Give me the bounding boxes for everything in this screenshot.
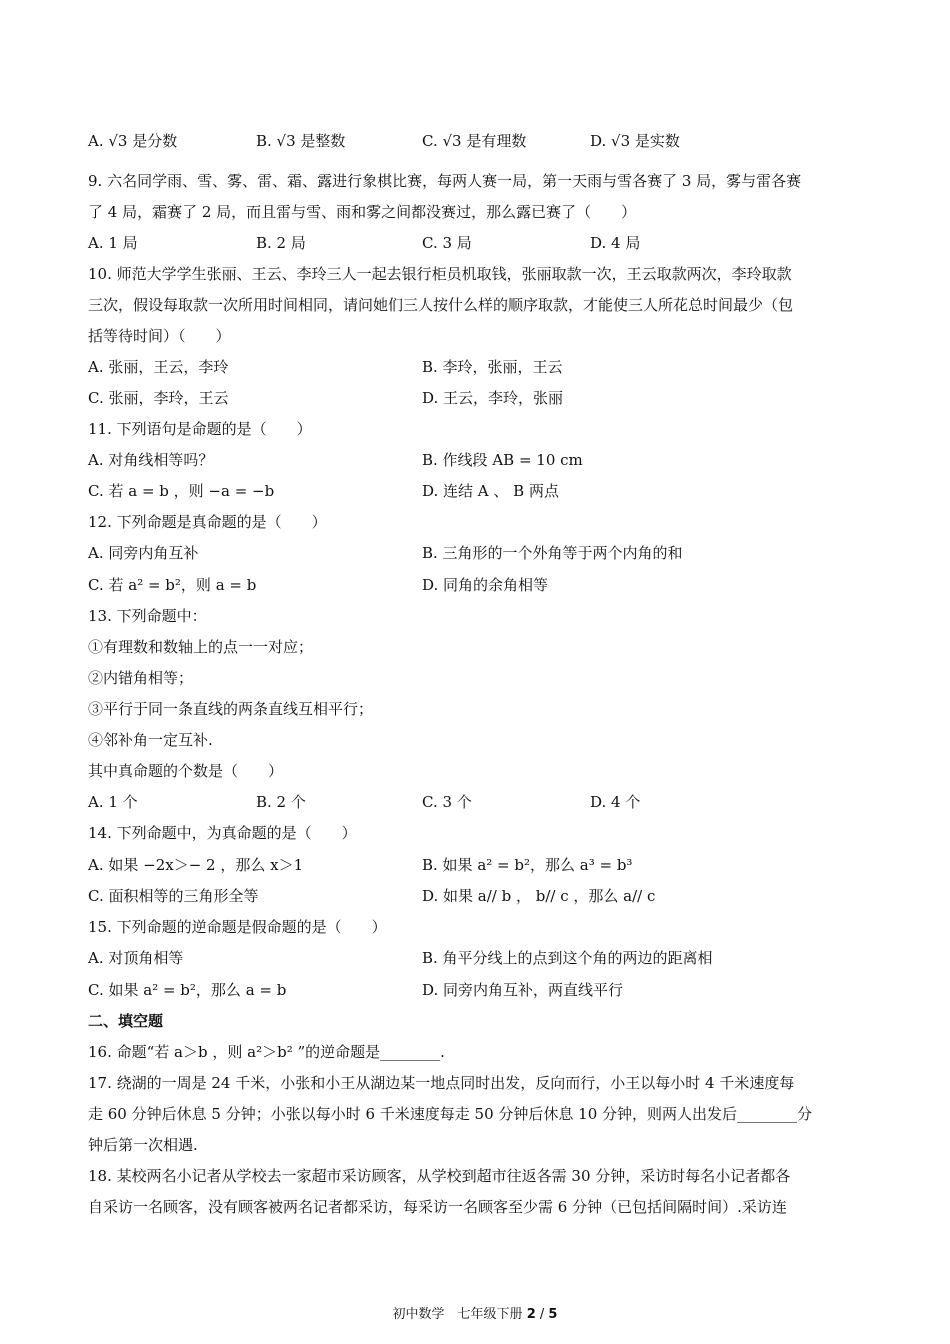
q12-option-b: B. 三角形的一个外角等于两个内角的和	[422, 544, 683, 562]
q13-option-d: D. 4 个	[590, 793, 641, 811]
q11-option-c: C. 若 a = b ，则 −a = −b	[88, 482, 275, 500]
q18-stem-line-1: 18. 某校两名小记者从学校去一家超市采访顾客，从学校到超市往返各需 30 分钟，采访时每名小记者都各	[88, 1167, 791, 1185]
q13-option-a: A. 1 个	[88, 793, 138, 811]
q10-option-a: A. 张丽，王云，李玲	[88, 358, 229, 376]
footer-separator: /	[539, 1307, 545, 1322]
q13-statement-3: ③平行于同一条直线的两条直线互相平行；	[88, 700, 374, 718]
q8-option-c: C. √3 是有理数	[422, 132, 527, 150]
q13-statement-4: ④邻补角一定互补.	[88, 731, 213, 749]
q15-stem: 15. 下列命题的逆命题是假命题的是（ ）	[88, 918, 387, 936]
q10-stem-line-1: 10. 师范大学学生张丽、王云、李玲三人一起去银行柜员机取钱，张丽取款一次，王云取款两次，李玲取款	[88, 265, 792, 283]
q10-stem-line-3: 括等待时间）（ ）	[88, 327, 231, 345]
footer-page-total: 5	[548, 1307, 558, 1322]
footer-page-current: 2	[526, 1307, 536, 1322]
q12-option-c: C. 若 a² = b²，则 a = b	[88, 576, 257, 594]
q11-option-a: A. 对角线相等吗？	[88, 451, 214, 469]
q8-option-b: B. √3 是整数	[256, 132, 346, 150]
section-heading-fill-in: 二、填空题	[88, 1012, 164, 1030]
page-footer	[0, 1303, 950, 1322]
q9-option-d: D. 4 局	[590, 234, 641, 252]
q13-statement-1: ①有理数和数轴上的点一一对应；	[88, 638, 314, 656]
q13-stem: 13. 下列命题中：	[88, 607, 207, 625]
q12-option-d: D. 同角的余角相等	[422, 576, 549, 594]
q9-option-c: C. 3 局	[422, 234, 472, 252]
q17-stem-line-1: 17. 绕湖的一周是 24 千米，小张和小王从湖边某一地点同时出发，反向而行，小王以每小时 4 千米速度每	[88, 1074, 795, 1092]
q11-option-d: D. 连结 A 、 B 两点	[422, 482, 559, 500]
q14-stem: 14. 下列命题中，为真命题的是（ ）	[88, 824, 357, 842]
q16-stem: 16. 命题“若 a＞b ，则 a²＞b² ”的逆命题是________.	[88, 1043, 445, 1061]
q14-option-a: A. 如果 −2x＞− 2 ，那么 x＞1	[88, 856, 304, 874]
q10-option-c: C. 张丽，李玲，王云	[88, 389, 229, 407]
q12-option-a: A. 同旁内角互补	[88, 544, 199, 562]
q15-option-a: A. 对顶角相等	[88, 949, 184, 967]
q11-stem: 11. 下列语句是命题的是（ ）	[88, 420, 312, 438]
q13-option-c: C. 3 个	[422, 793, 472, 811]
q13-question: 其中真命题的个数是（ ）	[88, 762, 284, 780]
q10-option-b: B. 李玲，张丽，王云	[422, 358, 563, 376]
q9-option-b: B. 2 局	[256, 234, 306, 252]
q10-option-d: D. 王云，李玲，张丽	[422, 389, 564, 407]
q13-option-b: B. 2 个	[256, 793, 306, 811]
q8-option-a: A. √3 是分数	[88, 132, 178, 150]
footer-course: 初中数学 七年级下册	[392, 1307, 523, 1322]
q9-option-a: A. 1 局	[88, 234, 138, 252]
q12-stem: 12. 下列命题是真命题的是（ ）	[88, 513, 327, 531]
q17-stem-line-2: 走 60 分钟后休息 5 分钟；小张以每小时 6 千米速度每走 50 分钟后休息 10 分钟，则两人出发后________分	[88, 1105, 813, 1123]
q8-option-d: D. √3 是实数	[590, 132, 680, 150]
q17-stem-line-3: 钟后第一次相遇.	[88, 1136, 198, 1154]
q15-option-c: C. 如果 a² = b²，那么 a = b	[88, 981, 287, 999]
q14-option-d: D. 如果 a// b ， b// c ，那么 a// c	[422, 887, 656, 905]
q10-stem-line-2: 三次，假设每取款一次所用时间相同，请问她们三人按什么样的顺序取款，才能使三人所花总时间最少（包	[88, 296, 794, 314]
q14-option-c: C. 面积相等的三角形全等	[88, 887, 259, 905]
q11-option-b: B. 作线段 AB = 10 cm	[422, 451, 583, 469]
q9-stem-line-1: 9. 六名同学雨、雪、雾、雷、霜、露进行象棋比赛，每两人赛一局，第一天雨与雪各赛了 3 局，雾与雷各赛	[88, 172, 802, 190]
q15-option-b: B. 角平分线上的点到这个角的两边的距离相	[422, 949, 713, 967]
q18-stem-line-2: 自采访一名顾客，没有顾客被两名记者都采访，每采访一名顾客至少需 6 分钟（已包括间隔时间）.采访连	[88, 1198, 787, 1216]
q15-option-d: D. 同旁内角互补，两直线平行	[422, 981, 624, 999]
q14-option-b: B. 如果 a² = b²，那么 a³ = b³	[422, 856, 633, 874]
q13-statement-2: ②内错角相等；	[88, 669, 194, 687]
q9-stem-line-2: 了 4 局，霜赛了 2 局，而且雷与雪、雨和雾之间都没赛过，那么露已赛了（ ）	[88, 203, 637, 221]
